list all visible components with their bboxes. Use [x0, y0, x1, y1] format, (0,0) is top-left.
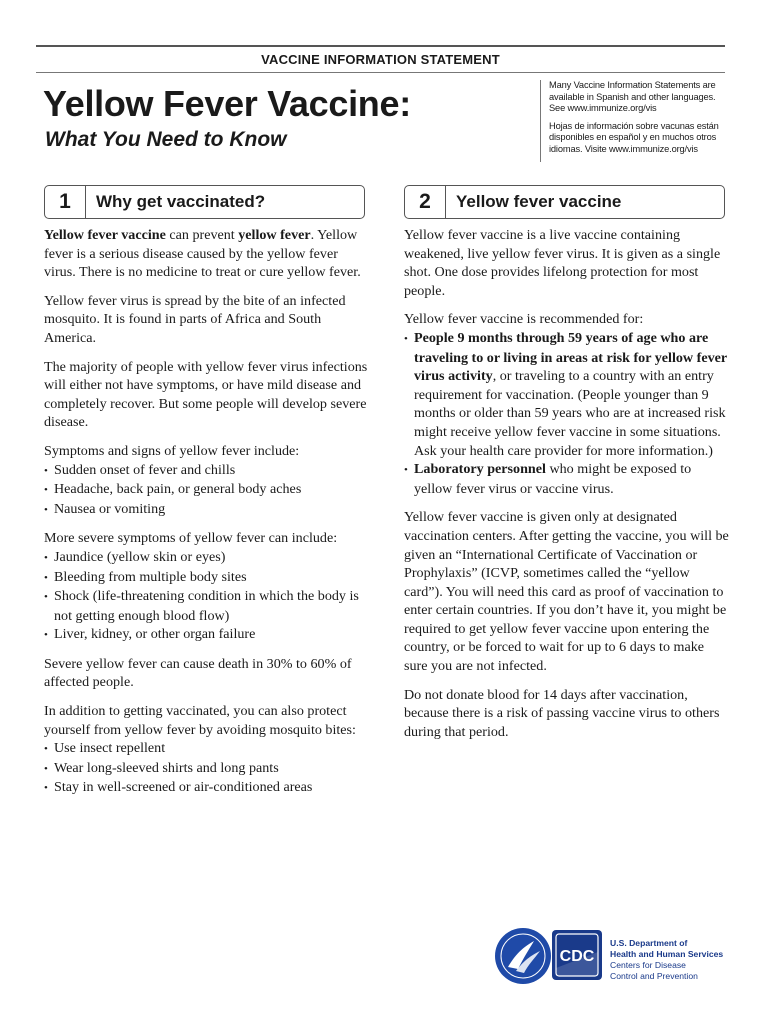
department-line-1: U.S. Department of: [610, 938, 688, 948]
text-fragment: . Yellow fever is a serious disease caused by the yellow fever virus. There is no medicine to treat or cure yellow fever.: [44, 227, 361, 281]
protection-intro: In addition to getting vaccinated, you can also protect yourself from yellow fever by avoiding mosquito bites:: [44, 703, 356, 738]
text-fragment: can prevent: [165, 227, 239, 243]
paragraph-transmission: Yellow fever virus is spread by the bite of an infected mosquito. It is found in parts of Africa and South America.: [44, 292, 346, 346]
paragraph-blood-donation: Do not donate blood for 14 days after vaccination, because there is a risk of passing vaccine virus to others during that period.: [404, 686, 720, 740]
vaccine-name-bold: Yellow fever vaccine: [44, 227, 166, 243]
agency-name: [610, 938, 723, 982]
paragraph-outcomes: The majority of people with yellow fever virus infections will either not have symptoms, or have mild disease and completely recover. But some people will develop severe disease.: [44, 358, 368, 431]
language-notice-english: Many Vaccine Information Statements are available in Spanish and other languages. See www.immunize.org/vis: [549, 80, 716, 113]
section-1-number: 1: [45, 186, 86, 218]
agency-line-2: Control and Prevention: [610, 971, 698, 981]
severe-symptoms-list: [44, 548, 370, 645]
paragraph-vaccine-description: Yellow fever vaccine is a live vaccine containing weakened, live yellow fever virus. It is given as a single shot. One dose provides lifelong protection for most people.: [404, 227, 721, 299]
section-2-header: [404, 185, 725, 219]
text-fragment: who might be exposed to yellow fever virus or vaccine virus.: [414, 461, 692, 497]
cdc-logo-text: CDC: [559, 948, 595, 965]
paragraph-vaccination-centers: Yellow fever vaccine is given only at designated vaccination centers. After getting the vaccine, you will be given an “International Certificate of Vaccination or Prophylaxis” (ICVP, sometimes called the “yellow card”). You will need this card as proof of vaccination to enter certain countries. If you don’t have it, you might be required to get yellow fever vaccine upon entering the country, or be forced to wait for up to 6 days to make sure you are not infected.: [404, 509, 729, 675]
language-notice-spanish: Hojas de información sobre vacunas están disponibles en español y en muchos otros idiomas. Visite www.immunize.org/vis: [549, 120, 719, 154]
text-fragment: , or traveling to a country with an entry requirement for vaccination. (People younger than 9 months or older than 59 years who are at increased risk might receive yellow fever vaccine in some situations. Ask your health care provider for more information.): [414, 368, 726, 459]
protection-list: [44, 739, 370, 798]
top-rule: [36, 45, 725, 47]
hhs-seal-icon: [494, 927, 552, 985]
page-title: Yellow Fever Vaccine:: [43, 83, 411, 124]
list-item: [404, 329, 729, 460]
section-1-title: Why get vaccinated?: [96, 192, 266, 211]
agency-line-1: Centers for Disease: [610, 960, 686, 970]
section-2-body: [404, 226, 729, 751]
section-1-header: [44, 185, 365, 219]
list-item: • Bleeding from multiple body sites: [44, 568, 370, 588]
list-item: [404, 460, 729, 498]
recommendation-2-bold: Laboratory personnel: [414, 461, 546, 478]
recommendation-list: [404, 329, 729, 498]
severe-symptoms-intro: More severe symptoms of yellow fever can include:: [44, 530, 338, 547]
cdc-logo-icon: [552, 930, 602, 980]
symptoms-list: [44, 461, 370, 520]
list-item: • Shock (life-threatening condition in which the body is not getting enough blood flow): [44, 587, 370, 625]
recommendation-intro: Yellow fever vaccine is recommended for:: [404, 311, 644, 328]
symptoms-intro: Symptoms and signs of yellow fever include:: [44, 442, 300, 459]
statement-label: VACCINE INFORMATION STATEMENT: [261, 52, 500, 67]
language-notice: [540, 80, 728, 162]
list-item: • Nausea or vomiting: [44, 500, 370, 520]
department-line-2: Health and Human Services: [610, 949, 724, 959]
paragraph-mortality: Severe yellow fever can cause death in 30% to 60% of affected people.: [44, 655, 352, 691]
statement-rule: [36, 72, 725, 73]
recommendation-1-bold: People 9 months through 59 years of age who are traveling to or living in areas at risk for yellow fever virus activity: [414, 329, 727, 385]
section-1-body: [44, 226, 370, 808]
page-subtitle: What You Need to Know: [45, 128, 287, 151]
paragraph-prevention: [44, 226, 370, 282]
list-item: • Sudden onset of fever and chills: [44, 461, 370, 481]
disease-name-bold: yellow fever: [238, 227, 311, 243]
section-2-title: Yellow fever vaccine: [456, 192, 622, 211]
list-item: • Jaundice (yellow skin or eyes): [44, 548, 370, 568]
list-item: • Use insect repellent: [44, 739, 370, 759]
list-item: • Stay in well-screened or air-conditioned areas: [44, 778, 370, 798]
section-2-number: 2: [405, 186, 446, 218]
list-item: • Headache, back pain, or general body aches: [44, 480, 370, 500]
list-item: • Liver, kidney, or other organ failure: [44, 625, 370, 645]
list-item: • Wear long-sleeved shirts and long pants: [44, 759, 370, 779]
